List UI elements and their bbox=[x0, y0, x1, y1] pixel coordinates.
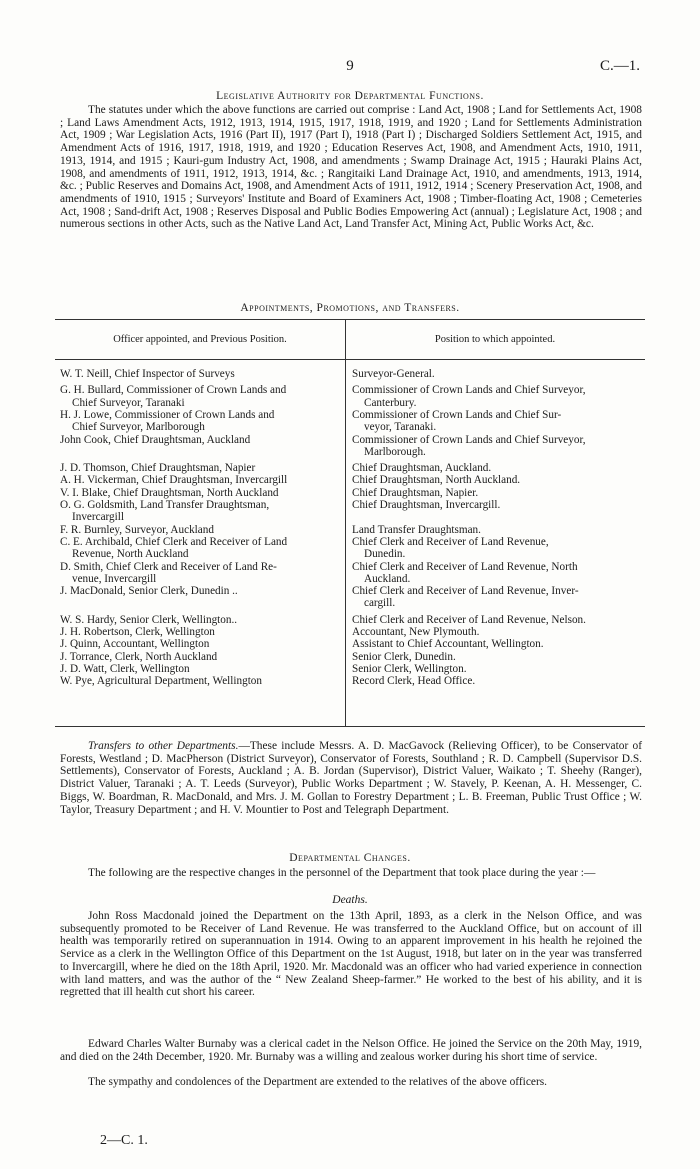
officer-text: O. G. Goldsmith, Land Transfer Draughtsman, bbox=[60, 499, 270, 511]
officer-cell bbox=[60, 675, 340, 687]
changes-intro: The following are the respective changes in the personnel of the Department that took place during the year :— bbox=[88, 867, 596, 879]
officer-text: J. Quinn, Accountant, Wellington bbox=[60, 638, 210, 651]
officer-text: F. R. Burnley, Surveyor, Auckland bbox=[60, 523, 214, 536]
officer-cell bbox=[60, 474, 340, 486]
officer-cell bbox=[60, 384, 340, 409]
officer-text: A. H. Vickerman, Chief Draughtsman, Invercargill bbox=[60, 474, 288, 487]
transfers-text: —These include Messrs. A. D. MacGavock (Relieving Officer), to be Conservator of Forests, Westland ; D. MacPherson (District Surveyor), Conservator of Forests, Southland ; R. D. Campbell (Supervisor D.S. Settlements), Conservator of Forests, Auckland ; A. B. Jordan (Supervisor), District Valuer, Waikato ; T. Sheehy (Ranger), District Valuer, Taranaki ; A. T. Leeds (Surveyor), Public Works Department ; W. Stavely, P. Keenan, A. H. Messenger, C. Biggs, W. Boardman, R. MacDonald, and Mrs. J. M. Gollan to Forestry Department ; L. B. Freeman, Public Trust Office ; W. Taylor, Treasury Department ; and H. V. Mountier to Post and Telegraph Department. bbox=[60, 740, 642, 816]
officer-cell bbox=[60, 614, 340, 626]
transfers-label: Transfers to other Departments. bbox=[88, 740, 239, 752]
officer-cell bbox=[60, 626, 340, 638]
condolences-paragraph: The sympathy and condolences of the Department are extended to the relatives of the above officers. bbox=[88, 1076, 548, 1088]
officer-text-continued: venue, Invercargill bbox=[72, 572, 157, 585]
position-text: Chief Clerk and Receiver of Land Revenue, bbox=[352, 535, 549, 548]
position-text: Chief Draughtsman, Napier. bbox=[352, 486, 479, 499]
position-cell bbox=[352, 462, 642, 474]
position-text: Record Clerk, Head Office. bbox=[352, 675, 476, 688]
officer-cell bbox=[60, 536, 340, 561]
position-cell bbox=[352, 487, 642, 499]
officer-text: W. S. Hardy, Senior Clerk, Wellington.. bbox=[60, 613, 238, 626]
position-text: Chief Draughtsman, North Auckland. bbox=[352, 474, 521, 487]
officer-text: J. Torrance, Clerk, North Auckland bbox=[60, 650, 218, 663]
column-header-officer: Officer appointed, and Previous Position. bbox=[55, 320, 345, 360]
officer-text: John Cook, Chief Draughtsman, Auckland bbox=[60, 433, 251, 446]
departmental-changes-heading: Departmental Changes. bbox=[289, 852, 411, 864]
officer-cell bbox=[60, 368, 340, 380]
officer-text: J. H. Robertson, Clerk, Wellington bbox=[60, 626, 215, 638]
position-text: Commissioner of Crown Lands and Chief Surveyor, bbox=[352, 384, 586, 397]
officer-text: G. H. Bullard, Commissioner of Crown Lands and bbox=[60, 384, 287, 397]
officer-cell bbox=[60, 462, 340, 474]
officer-cell bbox=[60, 409, 340, 434]
position-cell bbox=[352, 638, 642, 650]
death-notice-burnaby: Edward Charles Walter Burnaby was a clerical cadet in the Nelson Office. He joined the Service on the 20th May, 1919, and died on the 24th December, 1920. Mr. Burnaby was a willing and zealous worker during his short time of service. bbox=[60, 1038, 642, 1063]
position-cell bbox=[352, 499, 642, 511]
position-text-continued: cargill. bbox=[364, 597, 396, 610]
officer-text: D. Smith, Chief Clerk and Receiver of Land Re- bbox=[60, 560, 277, 573]
officer-text-continued: Revenue, North Auckland bbox=[72, 548, 189, 561]
position-text-continued: veyor, Taranaki. bbox=[364, 421, 437, 434]
officer-text: J. D. Thomson, Chief Draughtsman, Napier bbox=[60, 462, 256, 475]
position-cell bbox=[352, 663, 642, 675]
column-divider bbox=[345, 320, 346, 726]
officer-cell bbox=[60, 434, 340, 446]
deaths-heading: Deaths. bbox=[332, 894, 368, 906]
officer-cell bbox=[60, 561, 340, 586]
officer-cell bbox=[60, 524, 340, 536]
position-text: Commissioner of Crown Lands and Chief Sur- bbox=[352, 408, 562, 421]
position-text: Accountant, New Plymouth. bbox=[352, 626, 480, 638]
officer-text: C. E. Archibald, Chief Clerk and Receiver of Land bbox=[60, 535, 288, 548]
officer-text: H. J. Lowe, Commissioner of Crown Lands and bbox=[60, 408, 275, 421]
position-cell bbox=[352, 409, 642, 434]
position-text-continued: Dunedin. bbox=[364, 548, 406, 561]
officer-text: J. MacDonald, Senior Clerk, Dunedin .. bbox=[60, 585, 238, 598]
column-header-position: Position to which appointed. bbox=[345, 320, 645, 360]
position-text: Surveyor-General. bbox=[352, 368, 435, 380]
document-reference: C.—1. bbox=[599, 58, 640, 74]
officer-cell bbox=[60, 651, 340, 663]
position-cell bbox=[352, 585, 642, 610]
officer-cell bbox=[60, 638, 340, 650]
page-number: 9 bbox=[346, 58, 354, 74]
signature-mark: 2—C. 1. bbox=[100, 1133, 148, 1148]
officer-text: W. Pye, Agricultural Department, Wellington bbox=[60, 675, 262, 688]
position-cell bbox=[352, 368, 642, 380]
position-cell bbox=[352, 474, 642, 486]
officer-text-continued: Chief Surveyor, Marlborough bbox=[72, 421, 205, 434]
position-text: Senior Clerk, Dunedin. bbox=[352, 650, 456, 663]
appointments-table bbox=[55, 319, 645, 727]
position-text: Chief Draughtsman, Auckland. bbox=[352, 462, 492, 475]
position-text-continued: Marlborough. bbox=[364, 445, 426, 458]
legislative-paragraph: The statutes under which the above functions are carried out comprise : Land Act, 1908 ; Land for Settlements Act, 1908 ; Land Laws Amendment Acts, 1912, 1913, 1914, 1915, 1917, 1918, 1919, and 1920 ; Land for Settlements Administration Act, 1909 ; War Legislation Acts, 1916 (Part II), 1917 (Part I), 1918 (Part I) ; Discharged Soldiers Settlement Act, 1915, and Amendment Acts of 1916, 1917, 1918, 1919, and 1920 ; Education Reserves Act, 1908, and Amendment Acts, 1910, 1911, 1913, 1914, and 1915 ; Kauri-gum Industry Act, 1908, and amendments ; Swamp Drainage Act, 1915 ; Hauraki Plains Act, 1908, and amendments of 1911, 1912, 1913, 1914, &c. ; Rangitaiki Land Drainage Act, 1910, and amendments, 1913, 1914, &c. ; Public Reserves and Domains Act, 1908, and Amendment Acts of 1911, 1912, 1914 ; Scenery Preservation Act, 1908, and amendments of 1910, 1915 ; Surveyors' Institute and Board of Examiners Act, 1908 ; Timber-floating Act, 1908 ; Cemeteries Act, 1908 ; Sand-drift Act, 1908 ; Reserves Disposal and Public Bodies Empowering Act (annual) ; Legislature Act, 1908 ; and numerous sections in other Acts, such as the Native Land Act, Land Transfer Act, Mining Act, Public Works Act, &c. bbox=[60, 104, 642, 231]
position-text: Chief Clerk and Receiver of Land Revenue, Inver- bbox=[352, 585, 579, 598]
position-text: Chief Clerk and Receiver of Land Revenue, North bbox=[352, 560, 578, 573]
officer-text: V. I. Blake, Chief Draughtsman, North Auckland bbox=[60, 486, 279, 499]
position-cell bbox=[352, 675, 642, 687]
officer-cell bbox=[60, 663, 340, 675]
officer-text-continued: Chief Surveyor, Taranaki bbox=[72, 396, 185, 409]
position-text: Commissioner of Crown Lands and Chief Surveyor, bbox=[352, 433, 586, 446]
position-text: Chief Clerk and Receiver of Land Revenue, Nelson. bbox=[352, 613, 586, 626]
position-text: Senior Clerk, Wellington. bbox=[352, 662, 467, 675]
legislative-heading: Legislative Authority for Departmental Functions. bbox=[216, 90, 484, 102]
position-cell bbox=[352, 561, 642, 586]
appointments-heading: Appointments, Promotions, and Transfers. bbox=[240, 302, 460, 314]
position-text: Chief Draughtsman, Invercargill. bbox=[352, 499, 501, 511]
position-cell bbox=[352, 651, 642, 663]
position-text-continued: Auckland. bbox=[364, 572, 411, 585]
transfers-paragraph bbox=[60, 740, 642, 816]
death-notice-macdonald: John Ross Macdonald joined the Department on the 13th April, 1893, as a clerk in the Nelson Office, and was subsequently promoted to be Receiver of Land Revenue. He was transferred to the Auckland Office, but on account of ill health was temporarily retired on superannuation in 1914. Owing to an apparent improvement in his health he rejoined the Service as a clerk in the Wellington Office of this Department on the 1st August, 1918, but later on in the year was transferred to Invercargill, where he died on the 18th April, 1920. Mr. Macdonald was an officer who had varied experience in connection with land matters, and was the author of the “ New Zealand Sheep-farmer.” He worked to the best of his ability, and it is regretted that ill health cut short his career. bbox=[60, 910, 642, 999]
position-text-continued: Canterbury. bbox=[364, 396, 417, 409]
position-cell bbox=[352, 524, 642, 536]
position-cell bbox=[352, 614, 642, 626]
officer-cell bbox=[60, 499, 340, 524]
position-cell bbox=[352, 384, 642, 409]
officer-cell bbox=[60, 585, 340, 597]
position-cell bbox=[352, 536, 642, 561]
officer-cell bbox=[60, 487, 340, 499]
position-cell bbox=[352, 626, 642, 638]
position-text: Land Transfer Draughtsman. bbox=[352, 523, 481, 536]
officer-text: J. D. Watt, Clerk, Wellington bbox=[60, 662, 190, 675]
officer-text-continued: Invercargill bbox=[72, 511, 124, 524]
position-cell bbox=[352, 434, 642, 459]
position-text: Assistant to Chief Accountant, Wellington. bbox=[352, 638, 544, 651]
officer-text: W. T. Neill, Chief Inspector of Surveys bbox=[60, 368, 235, 380]
